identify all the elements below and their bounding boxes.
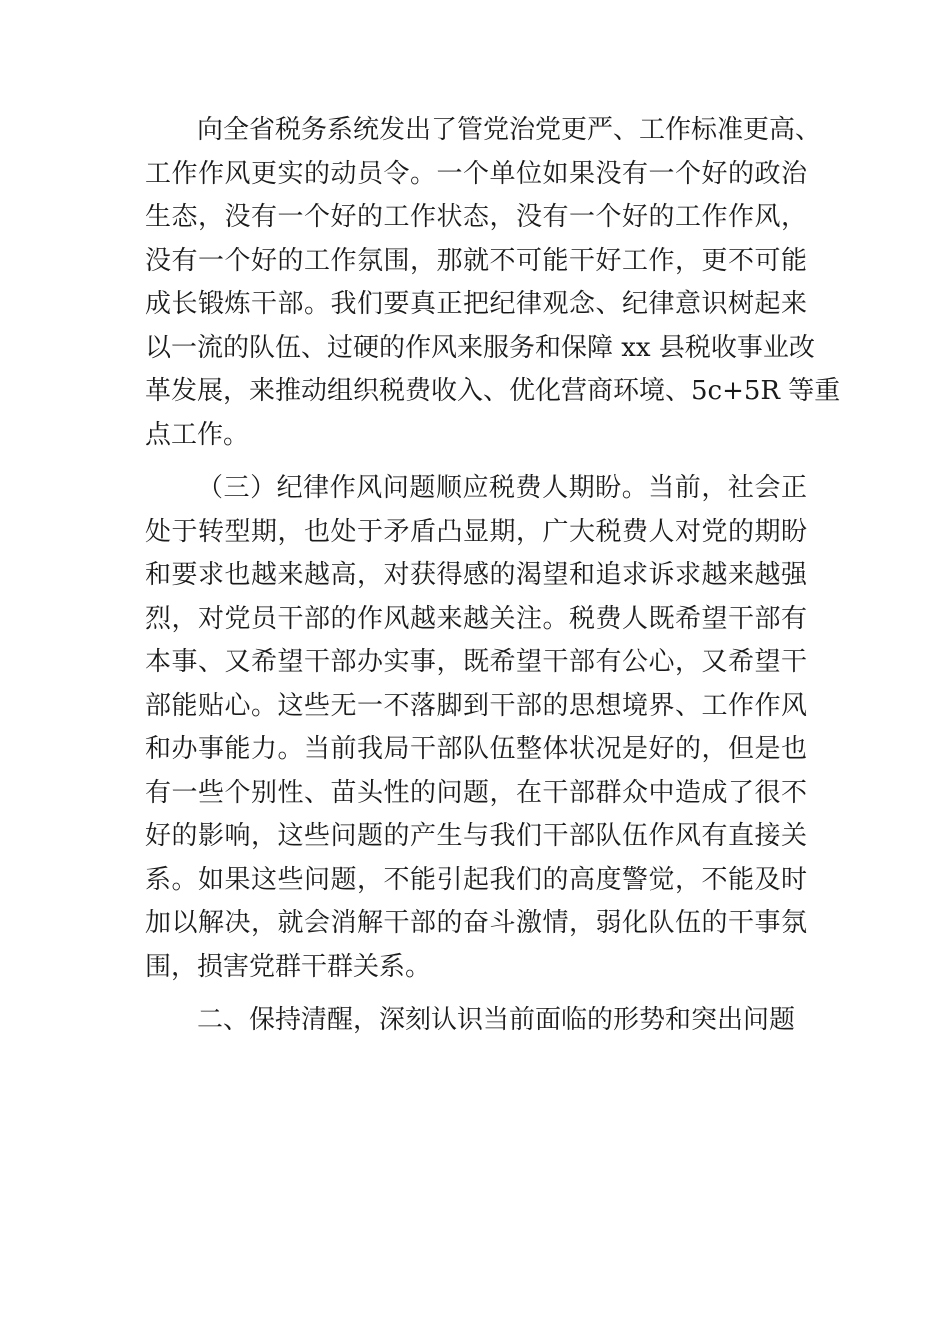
text-line: 有一些个别性、苗头性的问题，在干部群众中造成了很不	[145, 777, 807, 808]
text-line: 没有一个好的工作氛围，那就不可能干好工作，更不可能	[145, 245, 807, 276]
text-line: 向全省税务系统发出了管党治党更严、工作标准更高、	[197, 115, 822, 145]
text-line: 烈，对党员干部的作风越来越关注。税费人既希望干部有	[145, 603, 807, 634]
text-line: 围，损害党群干群关系。	[145, 951, 432, 982]
text-line: 和要求也越来越高，对获得感的渴望和追求诉求越来越强	[145, 560, 807, 590]
section-heading: 二、保持清醒，深刻认识当前面临的形势和突出问题	[197, 1005, 796, 1035]
text-line: 处于转型期，也处于矛盾凸显期，广大税费人对党的期盼	[145, 516, 807, 547]
text-line: 好的影响，这些问题的产生与我们干部队伍作风有直接关	[145, 821, 807, 851]
text-line: 以一流的队伍、过硬的作风来服务和保障 xx 县税收事业改	[145, 332, 815, 363]
text-line: 系。如果这些问题，不能引起我们的高度警觉，不能及时	[145, 864, 807, 895]
paragraph-gap	[145, 457, 807, 467]
paragraph-1	[145, 109, 841, 457]
text-line: 部能贴心。这些无一不落脚到干部的思想境界、工作作风	[145, 690, 807, 721]
paragraph-2	[145, 467, 807, 989]
text-line: 革发展，来推动组织税费收入、优化营商环境、5c+5R 等重	[145, 376, 841, 406]
text-line: 点工作。	[145, 419, 250, 450]
text-line: 工作作风更实的动员令。一个单位如果没有一个好的政治	[145, 158, 807, 189]
document-body	[145, 109, 841, 1043]
text-line: 成长锻炼干部。我们要真正把纪律观念、纪律意识树起来	[145, 289, 807, 319]
text-line: 和办事能力。当前我局干部队伍整体状况是好的，但是也	[145, 734, 807, 764]
text-line: 生态，没有一个好的工作状态，没有一个好的工作作风，	[145, 202, 807, 232]
text-line: 本事、又希望干部办实事，既希望干部有公心，又希望干	[145, 647, 807, 677]
text-line: （三）纪律作风问题顺应税费人期盼。当前，社会正	[197, 473, 807, 503]
text-line: 加以解决，就会消解干部的奋斗激情，弱化队伍的干事氛	[145, 908, 807, 938]
